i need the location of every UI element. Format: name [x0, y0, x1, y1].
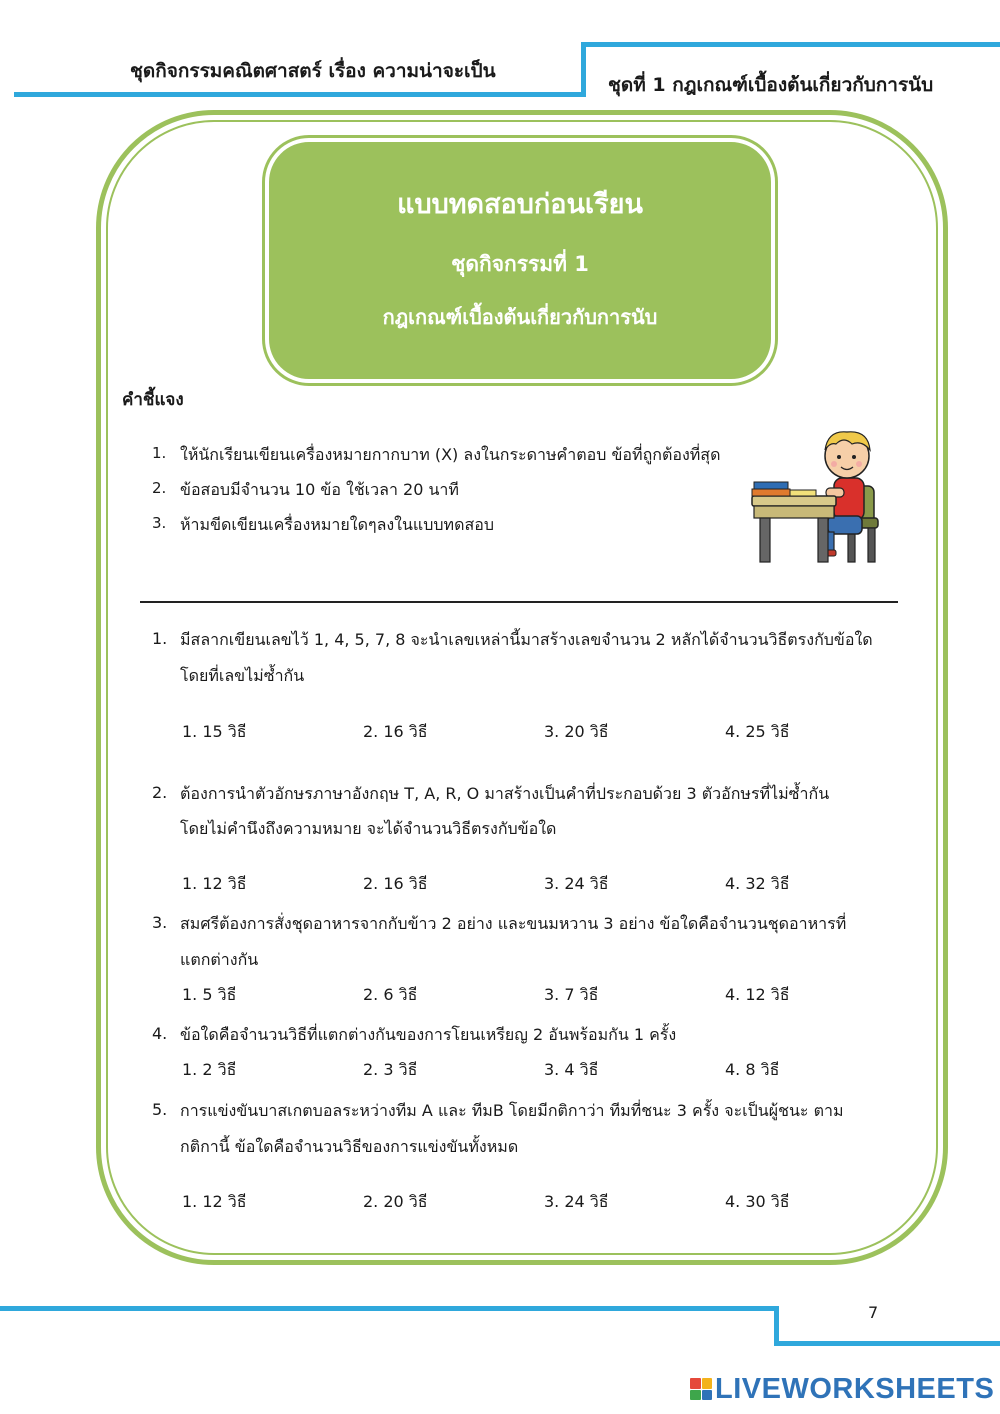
- answer-option[interactable]: 3. 24 วิธี: [544, 874, 609, 893]
- topic-title: กฎเกณฑ์เบื้องต้นเกี่ยวกับการนับ: [382, 305, 658, 329]
- answer-option[interactable]: 2. 20 วิธี: [363, 1192, 428, 1211]
- footer-line-left: [0, 1306, 779, 1311]
- instruction-text: ข้อสอบมีจำนวน 10 ข้อ ใช้เวลา 20 นาที: [180, 480, 459, 499]
- page-number: 7: [868, 1303, 879, 1322]
- question-number: 1.: [152, 629, 168, 648]
- question-text: กติกานี้ ข้อใดคือจำนวนวิธีของการแข่งขันทั้งหมด: [180, 1137, 519, 1156]
- answer-option[interactable]: 4. 12 วิธี: [725, 985, 790, 1004]
- page-title: แบบทดสอบก่อนเรียน: [397, 189, 643, 220]
- question-text: ข้อใดคือจำนวนวิธีที่แตกต่างกันของการโยนเหรียญ 2 อันพร้อมกัน 1 ครั้ง: [180, 1025, 677, 1044]
- answer-option[interactable]: 2. 16 วิธี: [363, 722, 428, 741]
- answer-option[interactable]: 1. 12 วิธี: [182, 1192, 247, 1211]
- instruction-number: 3.: [152, 514, 167, 532]
- liveworksheets-brand: LIVEWORKSHEETS: [715, 1372, 995, 1405]
- header-line-left-riser: [581, 42, 586, 97]
- question-text: ต้องการนำตัวอักษรภาษาอังกฤษ T, A, R, O มาสร้างเป็นคำที่ประกอบด้วย 3 ตัวอักษรที่ไม่ซ้ำกัน: [180, 784, 830, 803]
- answer-option[interactable]: 4. 30 วิธี: [725, 1192, 790, 1211]
- answer-option[interactable]: 4. 25 วิธี: [725, 722, 790, 741]
- answer-option[interactable]: 1. 5 วิธี: [182, 985, 237, 1004]
- section-divider: [140, 601, 898, 603]
- footer-line-riser: [774, 1306, 779, 1346]
- title-box: [265, 138, 775, 383]
- header-line-left: [14, 92, 586, 97]
- answer-option[interactable]: 3. 24 วิธี: [544, 1192, 609, 1211]
- answer-option[interactable]: 4. 8 วิธี: [725, 1060, 780, 1079]
- instruction-text: ให้นักเรียนเขียนเครื่องหมายกากบาท (X) ลงในกระดาษคำตอบ ข้อที่ถูกต้องที่สุด: [180, 445, 721, 464]
- footer-line-right: [774, 1341, 1000, 1346]
- question-number: 4.: [152, 1024, 168, 1043]
- instruction-number: 2.: [152, 479, 167, 497]
- question-text: โดยที่เลขไม่ซ้ำกัน: [180, 666, 305, 685]
- answer-option[interactable]: 4. 32 วิธี: [725, 874, 790, 893]
- header-left-title: ชุดกิจกรรมคณิตศาสตร์ เรื่อง ความน่าจะเป็น: [130, 60, 496, 82]
- instructions-heading: คำชี้แจง: [122, 390, 184, 410]
- answer-option[interactable]: 2. 16 วิธี: [363, 874, 428, 893]
- question-text: โดยไม่คำนึงถึงความหมาย จะได้จำนวนวิธีตรงกับข้อใด: [180, 819, 557, 838]
- question-text: แตกต่างกัน: [180, 950, 259, 969]
- answer-option[interactable]: 3. 7 วิธี: [544, 985, 599, 1004]
- answer-option[interactable]: 3. 4 วิธี: [544, 1060, 599, 1079]
- question-number: 2.: [152, 783, 168, 802]
- activity-set-title: ชุดกิจกรรมที่ 1: [451, 252, 589, 276]
- question-number: 3.: [152, 913, 168, 932]
- answer-option[interactable]: 1. 15 วิธี: [182, 722, 247, 741]
- answer-option[interactable]: 1. 2 วิธี: [182, 1060, 237, 1079]
- question-number: 5.: [152, 1100, 168, 1119]
- header-line-right: [581, 42, 1000, 47]
- header-right-title: ชุดที่ 1 กฎเกณฑ์เบื้องต้นเกี่ยวกับการนับ: [608, 74, 934, 96]
- question-text: มีสลากเขียนเลขไว้ 1, 4, 5, 7, 8 จะนำเลขเหล่านี้มาสร้างเลขจำนวน 2 หลักได้จำนวนวิธีตรงกับข้อใด: [180, 630, 873, 649]
- answer-option[interactable]: 1. 12 วิธี: [182, 874, 247, 893]
- instruction-text: ห้ามขีดเขียนเครื่องหมายใดๆลงในแบบทดสอบ: [180, 515, 495, 534]
- answer-option[interactable]: 3. 20 วิธี: [544, 722, 609, 741]
- answer-option[interactable]: 2. 3 วิธี: [363, 1060, 418, 1079]
- liveworksheets-logo-icon: [690, 1378, 712, 1400]
- student-at-desk-icon: [748, 424, 882, 566]
- question-text: สมศรีต้องการสั่งชุดอาหารจากกับข้าว 2 อย่าง และขนมหวาน 3 อย่าง ข้อใดคือจำนวนชุดอาหารที่: [180, 914, 847, 933]
- instruction-number: 1.: [152, 444, 167, 462]
- answer-option[interactable]: 2. 6 วิธี: [363, 985, 418, 1004]
- liveworksheets-logo[interactable]: [690, 1372, 994, 1406]
- question-text: การแข่งขันบาสเกตบอลระหว่างทีม A และ ทีมB โดยมีกติกาว่า ทีมที่ชนะ 3 ครั้ง จะเป็นผู้ชนะ ตาม: [180, 1101, 844, 1120]
